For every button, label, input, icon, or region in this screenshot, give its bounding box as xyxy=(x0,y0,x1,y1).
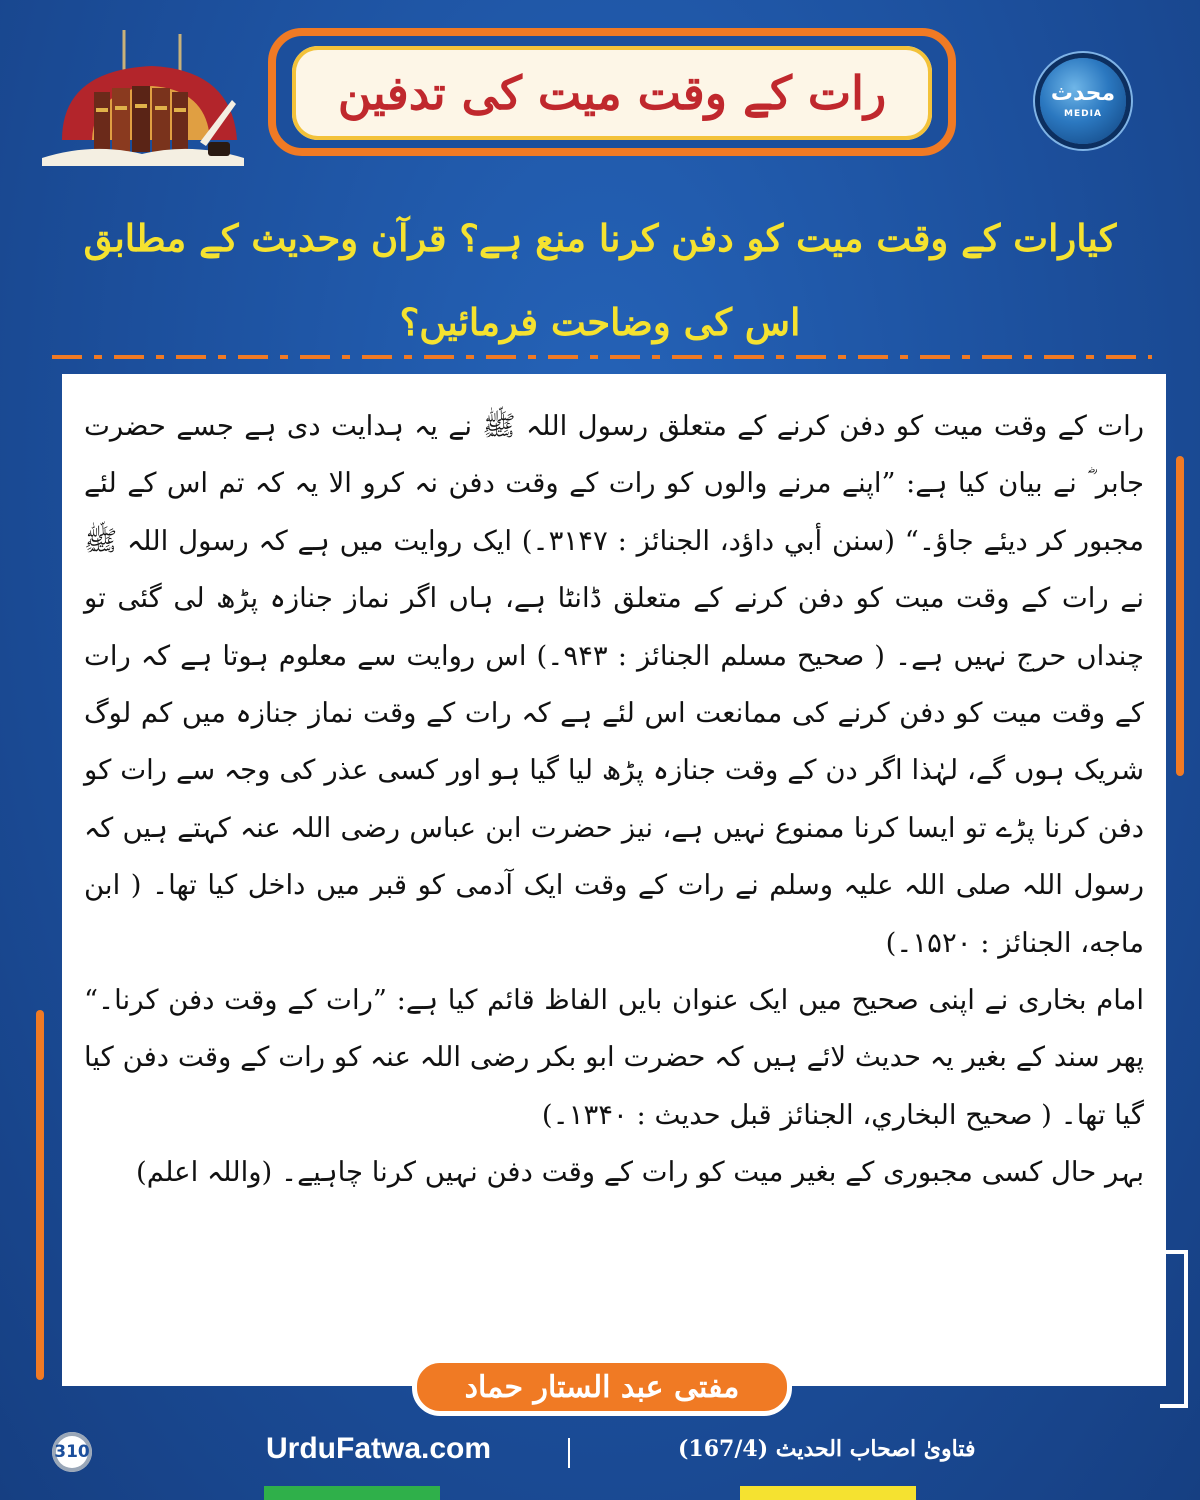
footer-divider xyxy=(568,1438,570,1468)
answer-paragraph-1: رات کے وقت میت کو دفن کرنے کے متعلق رسول اللہ ﷺ نے یہ ہدایت دی ہے جسے حضرت جابر ؓ نے بیان کیا ہے: ”اپنے مرنے والوں کو رات کے وقت دفن نہ کرو الا یہ کہ تم اس کے لئے مجبور کر دیئے جاؤ۔“ (سنن أبي داؤد، الجنائز : ۳۱۴۷۔) ایک روایت میں ہے کہ رسول اللہ ﷺ نے رات کے وقت میت کو دفن کرنے کے متعلق ڈانٹا ہے، ہاں اگر نماز جنازہ پڑھ لی گئی تو چنداں حرج نہیں ہے۔ ( صحیح مسلم الجنائز : ۹۴۳۔) اس روایت سے معلوم ہوتا ہے کہ رات کے وقت میت کو دفن کرنے کی ممانعت اس لئے ہے کہ رات کے وقت نماز جنازہ میں کم لوگ شریک ہوں گے، لہٰذا اگر دن کے وقت جنازہ پڑھ لیا گیا ہو اور کسی عذر کی وجہ سے رات کو دفن کرنا پڑے تو ایسا کرنا ممنوع نہیں ہے، نیز حضرت ابن عباس رضی اللہ عنہ کہتے ہیں کہ رسول اللہ صلی اللہ علیہ وسلم نے رات کے وقت ایک آدمی کو قبر میں داخل کیا تھا۔ ( ابن ماجه، الجنائز : ۱۵۲۰۔) xyxy=(84,410,1144,959)
answer-paragraph-3: بہر حال کسی مجبوری کے بغیر میت کو رات کے وقت دفن نہیں کرنا چاہیے۔ (واللہ اعلم) xyxy=(136,1156,1144,1189)
right-accent-bar xyxy=(1176,456,1184,776)
source-reference: فتاویٰ اصحاب الحدیث (167/4) xyxy=(678,1436,976,1462)
title-banner xyxy=(292,46,932,140)
answer-paragraph-2: امام بخاری نے اپنی صحیح میں ایک عنوان بایں الفاظ قائم کیا ہے: ”رات کے وقت دفن کرنا۔“ پھر سند کے بغیر یہ حدیث لائے ہیں کہ حضرت ابو بکر رضی اللہ عنہ کو رات کے وقت دفن کیا گیا تھا۔ ( صحیح البخاري، الجنائز قبل حديث : ۱۳۴۰۔) xyxy=(84,984,1144,1131)
author-badge xyxy=(412,1358,792,1416)
left-accent-bar xyxy=(36,1010,44,1380)
page-title: رات کے وقت میت کی تدفین xyxy=(337,66,887,120)
author-name: مفتی عبد الستار حماد xyxy=(464,1369,740,1405)
question-text: کیارات کے وقت میت کو دفن کرنا منع ہے؟ قرآن وحدیث کے مطابق اس کی وضاحت فرمائیں؟ xyxy=(83,216,1117,344)
dashed-separator xyxy=(52,352,1152,362)
footer-yellow-strip xyxy=(740,1486,916,1500)
logo-text: محدث xyxy=(1050,81,1116,106)
books-illustration xyxy=(32,30,252,170)
footer-green-strip xyxy=(264,1486,440,1500)
website-link[interactable]: UrduFatwa.com xyxy=(266,1432,492,1465)
mohaddis-media-logo xyxy=(1040,58,1126,144)
logo-subtext: MEDIA xyxy=(1064,109,1102,119)
answer-text xyxy=(84,398,1144,1202)
page-number: 310 xyxy=(52,1432,92,1472)
